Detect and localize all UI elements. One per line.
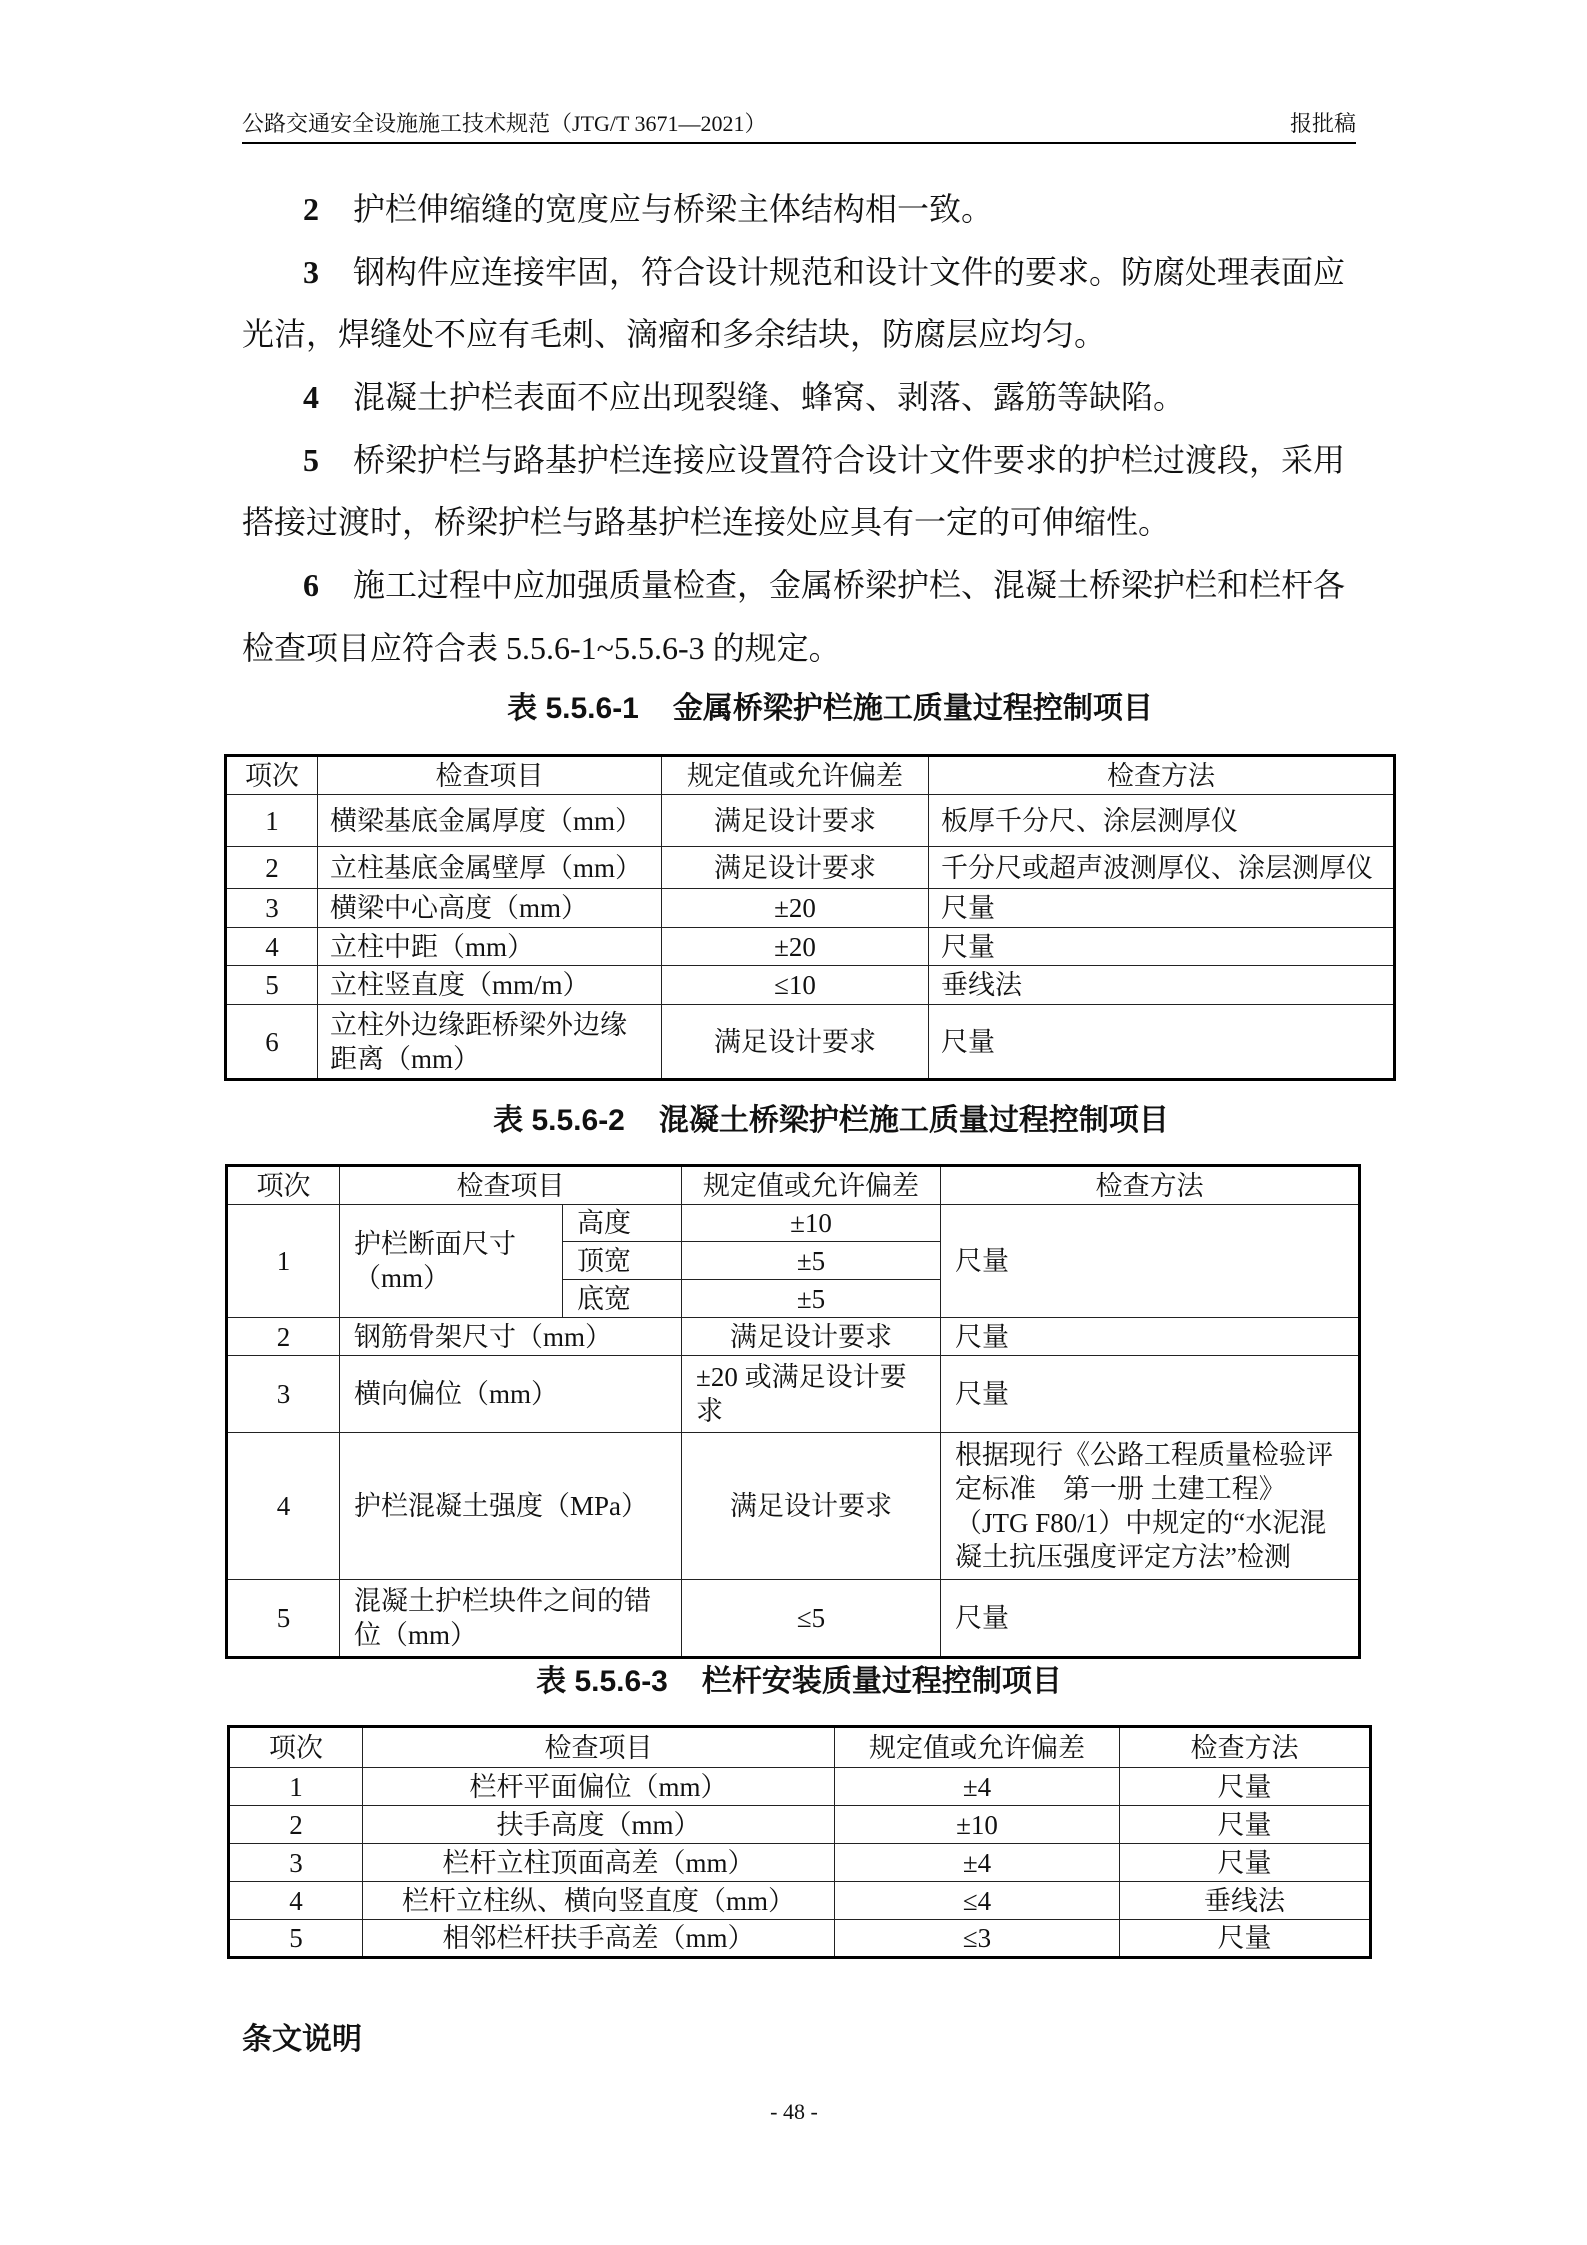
draft-status-label: 报批稿: [1289, 111, 1356, 136]
cell-method: 尺量: [929, 928, 1395, 966]
cell-item-no: 3: [227, 1356, 340, 1433]
clause-5: [242, 429, 1356, 492]
cell-item-no: 3: [226, 889, 318, 928]
clause-number: 2: [303, 191, 319, 227]
clause-text: 护栏伸缩缝的宽度应与桥梁主体结构相一致。: [353, 191, 994, 227]
table-row: [226, 847, 1395, 889]
cell-method: 千分尺或超声波测厚仪、涂层测厚仪: [929, 847, 1395, 889]
clause-number: 5: [303, 441, 319, 478]
table-2-title: 混凝土桥梁护栏施工质量过程控制项目: [658, 1104, 1169, 1137]
cell-tolerance: ±5: [682, 1280, 941, 1318]
cell-method: 板厚千分尺、涂层测厚仪: [929, 795, 1395, 847]
header-tolerance: 规定值或允许偏差: [835, 1727, 1120, 1768]
cell-tolerance: ≤3: [835, 1920, 1120, 1958]
header-tolerance: 规定值或允许偏差: [682, 1166, 941, 1205]
cell-method: 根据现行《公路工程质量检验评 定标准 第一册 土建工程》 （JTG F80/1）中规定的“水泥混 凝土抗压强度评定方法”检测: [941, 1433, 1360, 1580]
cell-method: 尺量: [941, 1318, 1360, 1356]
cell-tolerance: 满足设计要求: [662, 847, 929, 889]
clause-text: 施工过程中应加强质量检查，金属桥梁护栏、混凝土桥梁护栏和栏杆各: [353, 567, 1346, 604]
table-row: [229, 1768, 1371, 1806]
cell-method: 尺量: [1120, 1768, 1371, 1806]
cell-tolerance: 满足设计要求: [682, 1318, 941, 1356]
clause-6-continuation: 检查项目应符合表 5.5.6-1~5.5.6-3 的规定。: [242, 629, 841, 666]
cell-item-no: 2: [229, 1806, 363, 1844]
cell-item-no: 4: [226, 928, 318, 966]
cell-check-item: 横向偏位（mm）: [340, 1356, 682, 1433]
header-item-no: 项次: [229, 1727, 363, 1768]
table-row: [229, 1806, 1371, 1844]
header-check-item: 检查项目: [340, 1166, 682, 1205]
cell-check-item: 扶手高度（mm）: [363, 1806, 835, 1844]
table-3-label: 表 5.5.6-3: [536, 1665, 668, 1698]
cell-tolerance: ±20 或满足设计要 求: [682, 1356, 941, 1433]
header-check-item: 检查项目: [318, 756, 662, 795]
table-row: [226, 889, 1395, 928]
cell-tolerance: 满足设计要求: [682, 1433, 941, 1580]
cell-item-no: 1: [229, 1768, 363, 1806]
header-divider: [242, 142, 1356, 144]
table-row: [227, 1433, 1360, 1580]
cell-tolerance: ±5: [682, 1242, 941, 1280]
table-header-row: [227, 1166, 1360, 1205]
section-heading-notes: 条文说明: [242, 2022, 362, 2057]
cell-check-item: 立柱基底金属壁厚（mm）: [318, 847, 662, 889]
table-row: [229, 1844, 1371, 1882]
cell-sub-item: 高度: [563, 1205, 682, 1242]
clause-3-continuation: 光洁，焊缝处不应有毛刺、滴瘤和多余结块，防腐层应均匀。: [242, 316, 1107, 353]
cell-item-no: 5: [229, 1920, 363, 1958]
cell-item-no: 4: [229, 1882, 363, 1920]
cell-item-no: 4: [227, 1433, 340, 1580]
cell-tolerance: ±20: [662, 928, 929, 966]
cell-sub-item: 顶宽: [563, 1242, 682, 1280]
cell-method: 尺量: [929, 889, 1395, 928]
cell-method: 尺量: [1120, 1844, 1371, 1882]
cell-tolerance: ≤5: [682, 1580, 941, 1658]
header-method: 检查方法: [1120, 1727, 1371, 1768]
table-row: [226, 928, 1395, 966]
cell-check-item: 立柱中距（mm）: [318, 928, 662, 966]
cell-check-item: 栏杆立柱纵、横向竖直度（mm）: [363, 1882, 835, 1920]
document-title: 公路交通安全设施施工技术规范（JTG/T 3671—2021）: [242, 111, 767, 136]
clause-5-continuation: 搭接过渡时，桥梁护栏与路基护栏连接处应具有一定的可伸缩性。: [242, 504, 1171, 541]
cell-item-no: 3: [229, 1844, 363, 1882]
header-tolerance: 规定值或允许偏差: [662, 756, 929, 795]
cell-sub-item: 底宽: [563, 1280, 682, 1318]
cell-check-item: 栏杆立柱顶面高差（mm）: [363, 1844, 835, 1882]
table-2-label: 表 5.5.6-2: [493, 1104, 625, 1137]
clause-2: [242, 178, 1356, 241]
cell-method: 尺量: [941, 1580, 1360, 1658]
cell-check-item: 护栏混凝土强度（MPa）: [340, 1433, 682, 1580]
table-row: [226, 1005, 1395, 1080]
cell-check-item: 立柱外边缘距桥梁外边缘 距离（mm）: [318, 1005, 662, 1080]
clause-number: 6: [303, 567, 319, 604]
table-1-title: 金属桥梁护栏施工质量过程控制项目: [672, 692, 1153, 725]
cell-method: 尺量: [1120, 1920, 1371, 1958]
table-row: [227, 1205, 1360, 1242]
table-row: [229, 1882, 1371, 1920]
table-header-row: [229, 1727, 1371, 1768]
clause-number: 4: [303, 379, 319, 416]
cell-method: 垂线法: [1120, 1882, 1371, 1920]
table-header-row: [226, 756, 1395, 795]
cell-method: 尺量: [941, 1205, 1360, 1318]
header-method: 检查方法: [929, 756, 1395, 795]
clause-list: [242, 178, 1356, 680]
cell-item-no: 1: [226, 795, 318, 847]
clause-number: 3: [303, 253, 319, 290]
header-check-item: 检查项目: [363, 1727, 835, 1768]
table-row: [227, 1356, 1360, 1433]
cell-check-item: 立柱竖直度（mm/m）: [318, 966, 662, 1005]
cell-tolerance: ≤4: [835, 1882, 1120, 1920]
clause-6: [242, 554, 1356, 617]
clause-4: [242, 366, 1356, 429]
header-item-no: 项次: [226, 756, 318, 795]
table-row: [229, 1920, 1371, 1958]
cell-tolerance: 满足设计要求: [662, 795, 929, 847]
cell-item-no: 2: [226, 847, 318, 889]
cell-item-no: 1: [227, 1205, 340, 1318]
header-method: 检查方法: [941, 1166, 1360, 1205]
table-row: [226, 966, 1395, 1005]
table-3-title: 栏杆安装质量过程控制项目: [701, 1665, 1062, 1698]
table-row: [226, 795, 1395, 847]
cell-tolerance: ±10: [682, 1205, 941, 1242]
cell-check-item: 钢筋骨架尺寸（mm）: [340, 1318, 682, 1356]
clause-text: 桥梁护栏与路基护栏连接应设置符合设计文件要求的护栏过渡段，采用: [353, 441, 1346, 478]
cell-tolerance: ≤10: [662, 966, 929, 1005]
table-1-label: 表 5.5.6-1: [507, 692, 639, 725]
cell-check-item: 横梁基底金属厚度（mm）: [318, 795, 662, 847]
cell-check-item: 混凝土护栏块件之间的错 位（mm）: [340, 1580, 682, 1658]
cell-method: 尺量: [1120, 1806, 1371, 1844]
clause-text: 混凝土护栏表面不应出现裂缝、蜂窝、剥落、露筋等缺陷。: [353, 379, 1186, 416]
header-item-no: 项次: [227, 1166, 340, 1205]
cell-method: 垂线法: [929, 966, 1395, 1005]
table-row: [227, 1580, 1360, 1658]
cell-method: 尺量: [941, 1356, 1360, 1433]
cell-item-no: 5: [227, 1580, 340, 1658]
table-railing-installation: [227, 1725, 1372, 1959]
cell-check-item: 横梁中心高度（mm）: [318, 889, 662, 928]
table-concrete-bridge-guardrail: [225, 1164, 1361, 1659]
cell-check-item: 相邻栏杆扶手高差（mm）: [363, 1920, 835, 1958]
cell-item-no: 2: [227, 1318, 340, 1356]
table-3-caption: [536, 1662, 1062, 1702]
page-number: - 48 -: [770, 2099, 818, 2124]
table-row: [227, 1318, 1360, 1356]
clause-3: [242, 241, 1356, 304]
cell-item-no: 6: [226, 1005, 318, 1080]
cell-tolerance: ±10: [835, 1806, 1120, 1844]
table-1-caption: [507, 689, 1153, 729]
cell-check-item: 栏杆平面偏位（mm）: [363, 1768, 835, 1806]
cell-tolerance: ±4: [835, 1768, 1120, 1806]
table-metal-bridge-guardrail: [224, 754, 1396, 1081]
clause-text: 钢构件应连接牢固，符合设计规范和设计文件的要求。防腐处理表面应: [353, 253, 1346, 290]
cell-tolerance: 满足设计要求: [662, 1005, 929, 1080]
cell-method: 尺量: [929, 1005, 1395, 1080]
cell-tolerance: ±20: [662, 889, 929, 928]
table-2-caption: [493, 1101, 1169, 1141]
cell-item-no: 5: [226, 966, 318, 1005]
cell-check-item: 护栏断面尺寸 （mm）: [340, 1205, 563, 1318]
cell-tolerance: ±4: [835, 1844, 1120, 1882]
